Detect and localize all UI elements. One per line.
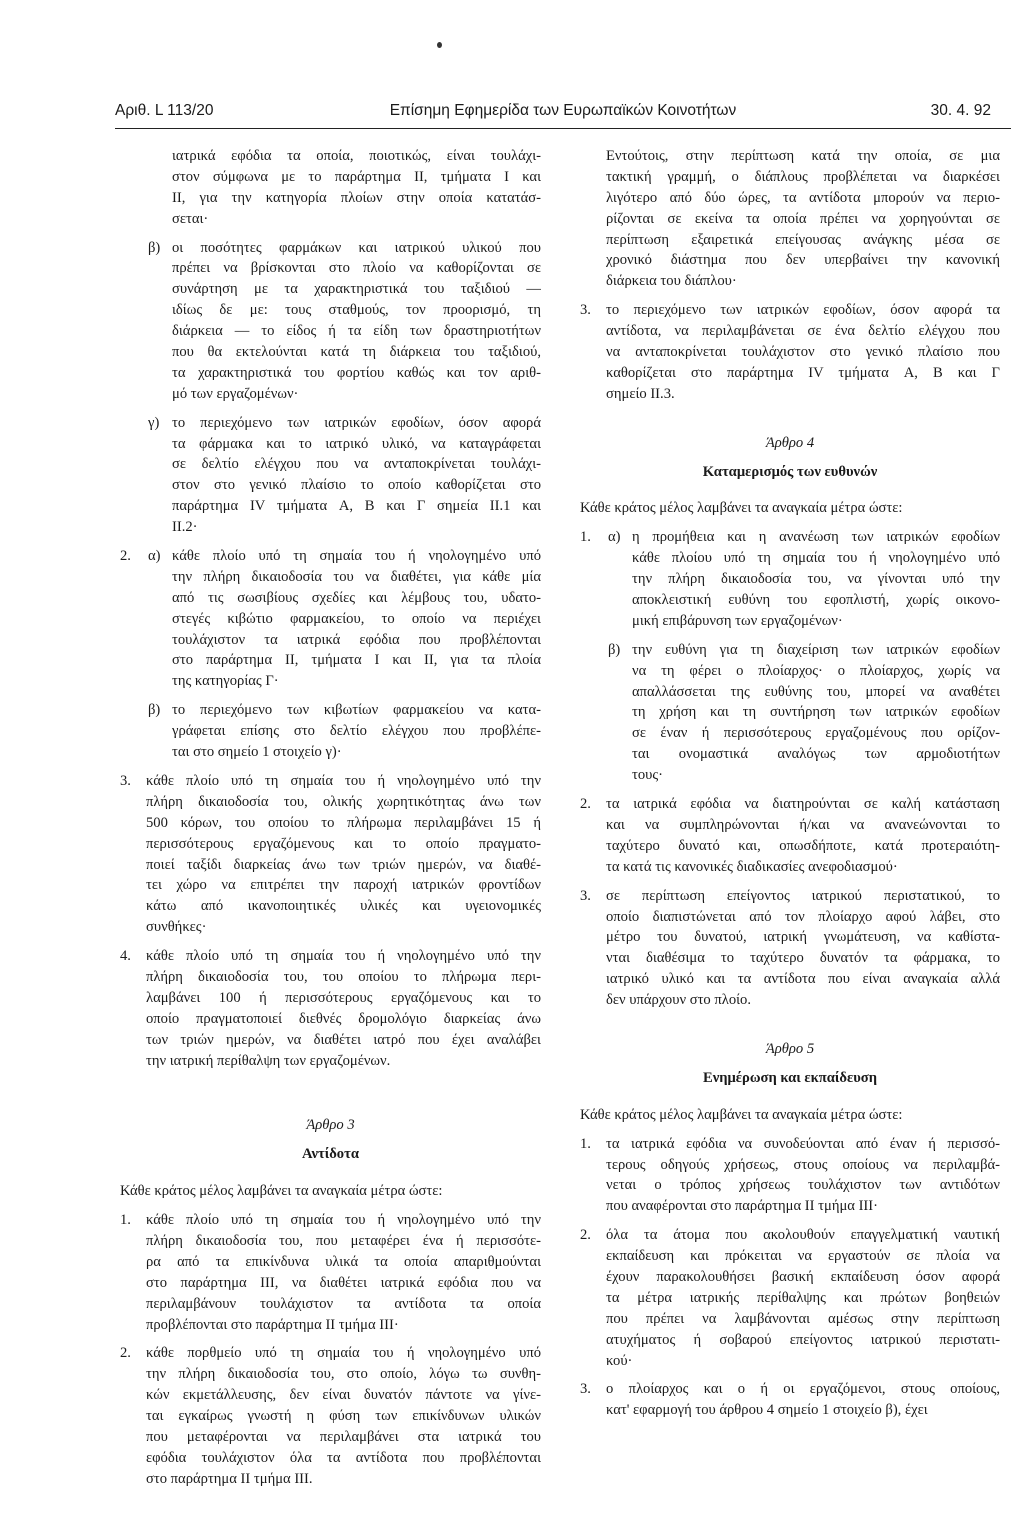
article-3-item-2 (120, 1343, 541, 1489)
text-line: σημείο II.3. (606, 385, 675, 402)
text-line: τουλάχιστον τα ιατρικά εφόδια που προβλέπονται (172, 631, 541, 648)
text-line: ιδίως δε με: τους σταθμούς, τον προορισμό, τη (172, 302, 541, 319)
text-line: κού· (606, 1352, 633, 1369)
text-line: ται ονομαστικά αναλόγως των αρμοδιοτήτων (632, 746, 1000, 763)
item-number: 2. (580, 1227, 591, 1244)
item-number: 2. (120, 1345, 131, 1362)
text-line: τα μέτρα ιατρικής περίθαλψης και πρώτων βοηθειών (606, 1289, 1000, 1306)
text-line: αντίδοτα, να περιλαμβάνεται σε ένα δελτίο ελέγχου που (606, 323, 1000, 340)
left-column (120, 146, 541, 1490)
text-line: που μεταφέρονται να περιλαμβάνει στα ιατρικά του (146, 1428, 541, 1445)
header-rule (115, 128, 1011, 129)
text-line: II, για την κατηγορία πλοίων στην οποία κατατάσ- (172, 189, 541, 206)
text-line: κών εκμετάλλευσης, δεν είναι δυνατόν πάντοτε να γίνε- (146, 1387, 541, 1404)
item-number: 2. (120, 548, 131, 565)
text-line: που αναφέρονται στο παράρτημα II τμήμα III· (606, 1198, 879, 1215)
para-4 (120, 946, 541, 1071)
text-line: τακτική γραμμή, ο διάπλους προβλέπεται να διαρκέσει (606, 168, 1000, 185)
text-line: τα χαρακτηριστικά του φορτίου καθώς και τον αριθ- (172, 364, 541, 381)
subitem-label: β) (148, 239, 161, 256)
text-line: από τις σωσιβίους σχεδίες και λέμβους του, υδατο- (172, 589, 541, 606)
item-number: 1. (120, 1212, 131, 1229)
text-line: πλήρη δικαιοδοσία του, ολικής χωρητικότητας άνω των (146, 793, 541, 810)
text-line: την ιατρική περίθαλψη των εργαζομένων. (146, 1052, 391, 1069)
text-line: μική επιβάρυνση των εργαζομένων· (632, 612, 843, 629)
para-2-alpha (120, 546, 541, 692)
article-4-item-2 (580, 794, 1000, 878)
text-line: που θα εκτελούνται κατά τη διάρκεια του ταξιδιού, (172, 344, 541, 361)
text-line: το περιεχόμενο των ιατρικών εφοδίων, όσον αφορά τα 3. (580, 300, 1000, 321)
text-line: τα ιατρικά εφόδια να συνοδεύονται από έναν ή περισσό- 1. (580, 1134, 1000, 1155)
text-line: απαλλάσσεται της ευθύνης του, μπορεί να αναθέτει (632, 683, 1000, 700)
text-line: νται διαθέσιμα το ταχύτερο δυνατόν τα φάρμακα, το (606, 950, 1000, 967)
article-5-item-2 (580, 1225, 1000, 1371)
text-line: περίπτωση εξαιρετικά επείγουσας ανάγκης μέσα σε (606, 231, 1000, 248)
header-journal-title: Επίσημη Εφημερίδα των Ευρωπαϊκών Κοινοτήτων (389, 102, 737, 119)
text-line: πρέπει να βρίσκονται στο πλοίο να καθορίζονται σε (172, 260, 541, 277)
item-number: 2. (580, 796, 591, 813)
text-line: κατ' εφαρμογή του άρθρου 4 σημείο 1 στοιχείο β), έχει (606, 1402, 928, 1419)
para-3-antidotes-list (580, 300, 1000, 404)
article-5-intro: Κάθε κράτος μέλος λαμβάνει τα αναγκαία μέτρα ώστε: (580, 1106, 903, 1123)
header-date: 30. 4. 92 (930, 102, 991, 119)
text-line: στο παράρτημα III, να διαθέτει ιατρικά εφόδια που να (146, 1274, 541, 1291)
text-line: στεγές κιβώτιο φαρμακείου, το οποίο να περιέχει (172, 610, 541, 627)
text-line: σεται· (172, 210, 209, 227)
text-line: ο πλοίαρχος και ο ή οι εργαζόμενοι, στους οποίους, 3. (580, 1379, 1000, 1400)
subitem-label: β) (608, 641, 621, 658)
article-4-intro: Κάθε κράτος μέλος λαμβάνει τα αναγκαία μέτρα ώστε: (580, 500, 903, 517)
text-line: στον σύμφωνα με το παράρτημα II, τμήματα I και (172, 168, 541, 185)
scan-speck (437, 42, 442, 48)
text-line: οι ποσότητες φαρμάκων και ιατρικού υλικού που β) (120, 238, 541, 259)
text-line: εκπαίδευση και πρόκειται να εργαστούν σε πλοία να (606, 1248, 1000, 1265)
para-1-gamma (120, 413, 541, 538)
text-line: περιλαμβάνουν τουλάχιστον τα αντίδοτα τα οποία (146, 1295, 541, 1312)
text-line: οποίο πραγματοποιεί διεθνές δρομολόγιο διαρκείας άνω (146, 1010, 541, 1027)
text-line: την ευθύνη για τη διαχείριση των ιατρικών εφοδίων β) (580, 640, 1000, 661)
subitem-label: α) (608, 529, 621, 546)
text-line: στο παράρτημα II, τμήματα I και II, για τα πλοία (172, 652, 541, 669)
text-line: να τη φέρει ο πλοίαρχος· ο πλοίαρχος, χωρίς να (632, 662, 1000, 679)
text-line: της κατηγορίας Γ· (172, 673, 279, 690)
text-line: λιγότερο από δύο ώρες, τα αντίδοτα μπορούν να περιο- (606, 189, 1000, 206)
text-line: τους· (632, 767, 664, 784)
article-4-item-1-beta (580, 640, 1000, 786)
text-line: προβλέπονται στο παράρτημα II τμήμα III· (146, 1316, 399, 1333)
text-line: την πλήρη δικαιοδοσία του, να γίνονται υπό την (632, 571, 1000, 588)
text-line: ρα από τα επικίνδυνα υλικά τα οποία απαριθμούνται (146, 1253, 541, 1270)
article-5-item-1 (580, 1134, 1000, 1218)
text-line: στον στο γενικό πλαίσιο το οποίο καθορίζεται στο (172, 477, 541, 494)
article-4-heading: Καταμερισμός των ευθυνών (702, 463, 878, 480)
text-line: διάρκεια — το είδος ή τα είδη των δραστηριοτήτων (172, 323, 541, 340)
text-line: το περιεχόμενο των ιατρικών εφοδίων, όσον αφορά γ) (120, 413, 541, 434)
continuation-paragraph (580, 146, 1000, 292)
text-line: ται στο σημείο 1 στοιχείο γ)· (172, 744, 342, 761)
text-line: περισσότερους εργαζόμενους και το οποίο πραγματο- (146, 835, 541, 852)
text-line: τερους οδηγούς χρήσεως, στους οποίους να περιλαμβά- (606, 1156, 1000, 1173)
text-line: πλήρη δικαιοδοσία του, που μεταφέρει ένα ή περισσότε- (146, 1232, 541, 1249)
text-line: συνάρτηση με τα χαρακτηριστικά του ταξιδιού — (172, 281, 541, 298)
article-5-item-3 (580, 1379, 1000, 1421)
text-line: σε περίπτωση επείγοντος ιατρικού περιστατικού, το 3. (580, 886, 1000, 907)
text-line: σε έναν ή περισσότερους εργαζομένους που ορίζον- (632, 725, 1000, 742)
text-line: δεν υπάρχουν στο πλοίο. (606, 992, 751, 1009)
text-line: τα φάρμακα και το ιατρικό υλικό, να καταγράφεται (172, 435, 541, 452)
text-line: εφόδια τουλάχιστον όλα τα αντίδοτα που προβλέπονται (146, 1449, 541, 1466)
text-line: γράφεται επίσης στο δελτίο ελέγχου που προβλέπε- (172, 723, 541, 740)
text-line: κάθε πλοίο υπό τη σημαία του ή νηολογημένο υπό 2. α) (120, 546, 541, 567)
text-line: κάθε πλοίο υπό τη σημαία του ή νηολογημένο υπό την 3. (120, 771, 541, 792)
text-line: λαμβάνει 100 ή περισσότερους εργαζόμενους και το (146, 989, 541, 1006)
text-line: την πλήρη δικαιοδοσία του να διαθέτει, για κάθε μία (172, 568, 541, 585)
text-line: Εντούτοις, στην περίπτωση κατά την οποία, σε μια (606, 148, 1000, 164)
item-number: 1. (580, 1135, 591, 1152)
text-line: ταχύτερο δυνατό και, οπωσδήποτε, κατά προτεραιότη- (606, 837, 1000, 854)
text-line: 500 κόρων, του οποίου το πλήρωμα περιλαμβάνει 15 ή (146, 814, 541, 831)
text-line: και να συμπληρώνονται ή/και να ανανεώνονται το (606, 816, 1000, 833)
text-line: η προμήθεια και η ανανέωση των ιατρικών εφοδίων 1. α) (580, 527, 1000, 548)
header-reference: Αριθ. L 113/20 (115, 102, 214, 119)
item-number: 3. (580, 302, 591, 319)
text-line: χρονικό διάστημα που δεν υπερβαίνει την κανονική (606, 252, 1000, 269)
article-4-item-1-alpha (580, 527, 1000, 631)
text-line: κάθε πλοίο υπό τη σημαία του ή νηολογημένο υπό την 4. (120, 946, 541, 967)
subitem-label: γ) (148, 414, 160, 431)
text-line: μό των εργαζομένων· (172, 385, 299, 402)
article-4-item-3 (580, 886, 1000, 1011)
text-line: πλήρη δικαιοδοσία του, του οποίου το πλήρωμα περι- (146, 968, 541, 985)
text-line: μέτρο του δυνατού, ιατρική γνωμάτευση, να καθίστα- (606, 929, 1000, 946)
item-number: 3. (580, 887, 591, 904)
subitem-label: β) (148, 702, 161, 719)
text-line: κάτω από ικανοποιητικές υλικές και υγειονομικές (146, 898, 541, 915)
text-line: διάρκεια του διάπλου· (606, 273, 737, 290)
text-line: τα ιατρικά εφόδια να διατηρούνται σε καλή κατάσταση 2. (580, 794, 1000, 815)
article-5-heading: Ενημέρωση και εκπαίδευση (702, 1069, 877, 1086)
article-4-title: Άρθρο 4 (765, 434, 815, 451)
item-number: 1. (580, 529, 591, 546)
article-3-item-1 (120, 1210, 541, 1335)
text-line: το περιεχόμενο των κιβωτίων φαρμακείου να κατα- β) (120, 700, 541, 721)
item-number: 3. (120, 772, 131, 789)
text-line: ρίζονται σε εκείνα τα οποία πρέπει να χορηγούνται σε (606, 210, 1000, 227)
text-line: τη χρήση και τη συντήρηση των ιατρικών εφοδίων (632, 704, 1000, 721)
para-2-beta (120, 700, 541, 763)
text-line: ποιεί ταξίδι διαρκείας άνω των τριών ημερών, να διαθέ- (146, 856, 541, 873)
para-1c-continuation (120, 146, 541, 230)
text-line: νεται ο τρόπος χρήσεως τουλάχιστον των αντιδότων (606, 1177, 1000, 1194)
text-line: συνθήκες· (146, 919, 207, 936)
article-3-heading: Αντίδοτα (302, 1146, 359, 1163)
item-number: 4. (120, 948, 131, 965)
text-line: αποκλειστική ευθύνη του εφοπλιστή, χωρίς οικονο- (632, 592, 1000, 609)
text-line: II.2· (172, 519, 198, 536)
subitem-label: α) (148, 548, 161, 565)
text-line: των τριών ημερών, να διαθέτει ιατρό που έχει αναλάβει (146, 1031, 541, 1048)
text-line: οποίο διαπιστώνεται από τον πλοίαρχο αφού λάβει, στο (606, 908, 1000, 925)
running-header (115, 100, 1011, 124)
text-line: τα κατά τις κανονικές διαδικασίες ανεφοδιασμού· (606, 858, 898, 875)
text-line: να ανταποκρίνεται τουλάχιστον στο γενικό πλαίσιο που (606, 344, 1000, 361)
text-line: στο παράρτημα II τμήμα III. (146, 1470, 313, 1487)
text-line: τει χώρο να επιτρέπει την παροχή ιατρικών φροντίδων (146, 877, 541, 894)
right-column (580, 146, 1000, 1421)
text-line: ιατρικό υλικό και τα αντίδοτα που είναι αναγκαία αλλά (606, 971, 1000, 988)
text-line: την πλήρη δικαιοδοσία του, στο οποίο, λόγω τω συνθη- (146, 1366, 541, 1383)
item-number: 3. (580, 1381, 591, 1398)
text-line: παράρτημα IV τμήματα A, B και Γ σημεία II.1 και (172, 498, 541, 515)
text-line: κάθε πλοίου υπό τη σημαία του ή νηολογημένο υπό (632, 550, 1000, 567)
text-line: κάθε πορθμείο υπό τη σημαία του ή νηολογημένο υπό 2. (120, 1343, 541, 1364)
article-5-title: Άρθρο 5 (765, 1040, 815, 1057)
article-3-title: Άρθρο 3 (306, 1117, 355, 1134)
text-line: όλα τα άτομα που ακολουθούν επαγγελματική ναυτική 2. (580, 1225, 1000, 1246)
text-line: έχουν παρακολουθήσει βασική εκπαίδευση όσον αφορά (606, 1268, 1000, 1285)
para-1-beta (120, 238, 541, 405)
text-line: ιατρικά εφόδια τα οποία, ποιοτικώς, είναι τουλάχι- (172, 148, 541, 164)
text-line: ατυχήματος ή σοβαρού επείγοντος ιατρικού περιστατι- (606, 1331, 1000, 1348)
text-line: σε δελτίο ελέγχου που να ανταποκρίνεται τουλάχι- (172, 456, 541, 473)
text-line: κάθε πλοίο υπό τη σημαία του ή νηολογημένο υπό την 1. (120, 1210, 541, 1231)
article-3-intro: Κάθε κράτος μέλος λαμβάνει τα αναγκαία μέτρα ώστε: (120, 1183, 443, 1200)
text-line: ται εγκαίρως γνωστή η φύση των επικίνδυνων υλικών (146, 1408, 541, 1425)
para-3 (120, 771, 541, 938)
text-line: που πρέπει να λαμβάνονται αμέσως στην περίπτωση (606, 1310, 1000, 1327)
text-line: καθορίζεται στο παράρτημα IV τμήματα A, B και Γ (606, 364, 1000, 381)
